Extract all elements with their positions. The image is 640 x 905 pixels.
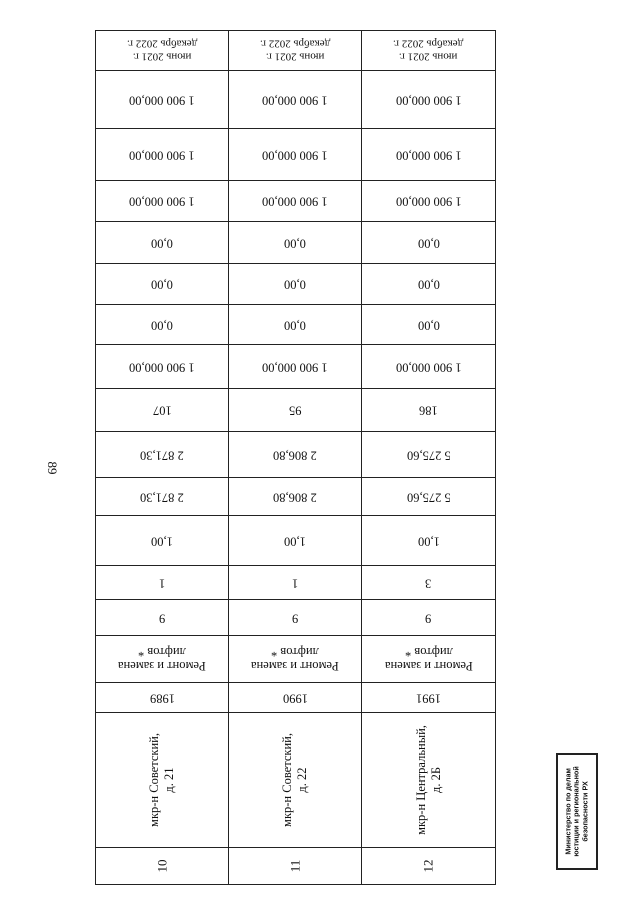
cell-total: 1 900 000,00 [229,345,362,389]
page-number: 89 [45,461,60,475]
cell-address: мкр-н Советский, д. 21 [96,713,229,848]
cell-area: 2 806,80 [229,432,362,478]
table-row-total [96,345,496,389]
table-row-zero3 [96,222,496,264]
stamp-line: безопасности РХ [580,781,590,842]
cell-address: мкр-н Советский, д. 22 [229,713,362,848]
cell-amount: 1 900 000,00 [229,129,362,181]
cell-zero: 0,00 [229,305,362,345]
cell-amount: 1 900 000,00 [96,71,229,129]
cell-count: 1 [229,566,362,600]
cell-coef: 1,00 [229,516,362,566]
cell-residents: 186 [362,389,496,432]
cell-work: Ремонт и замена лифтов * [229,636,362,683]
table-row-coef [96,516,496,566]
stamp-line: юстиции и региональной [571,766,581,857]
stamp-line: Министерство по делам [563,768,573,855]
cell-amount: 1 900 000,00 [96,129,229,181]
table-row-zero2 [96,264,496,305]
cell-zero: 0,00 [96,305,229,345]
cell-period: июнь 2021 г. декабрь 2022 г. [96,31,229,71]
cell-year: 1990 [229,683,362,713]
cell-amount: 1 900 000,00 [362,181,496,222]
cell-zero: 0,00 [362,222,496,264]
cell-zero: 0,00 [362,305,496,345]
table-row-v1 [96,181,496,222]
table-row-residents [96,389,496,432]
cell-amount: 1 900 000,00 [229,71,362,129]
cell-amount: 1 900 000,00 [229,181,362,222]
table-row-work [96,636,496,683]
cell-period: июнь 2021 г. декабрь 2022 г. [362,31,496,71]
cell-amount: 1 900 000,00 [362,129,496,181]
cell-zero: 0,00 [96,264,229,305]
cell-area: 5 275,60 [362,432,496,478]
cell-zero: 0,00 [362,264,496,305]
cell-count: 3 [362,566,496,600]
table-row-zero1 [96,305,496,345]
stamp-text [565,766,590,856]
cell-total: 1 900 000,00 [362,345,496,389]
cell-residents: 107 [96,389,229,432]
cell-area: 2 806,80 [229,478,362,516]
cell-work: Ремонт и замена лифтов * [96,636,229,683]
table-row-area-a [96,478,496,516]
cell-amount: 1 900 000,00 [362,71,496,129]
cell-floors: 9 [229,600,362,636]
table-row-year [96,683,496,713]
cell-floors: 9 [362,600,496,636]
cell-floors: 9 [96,600,229,636]
table-row-address [96,713,496,848]
cell-area: 2 871,30 [96,478,229,516]
cell-period: июнь 2021 г. декабрь 2022 г. [229,31,362,71]
table-row-area-b [96,432,496,478]
ministry-stamp [556,753,598,870]
cell-area: 5 275,60 [362,478,496,516]
cell-work: Ремонт и замена лифтов * [362,636,496,683]
cell-amount: 1 900 000,00 [96,181,229,222]
works-table [95,30,496,885]
cell-zero: 0,00 [229,222,362,264]
table-row-v2 [96,129,496,181]
cell-year: 1991 [362,683,496,713]
table-row-floors [96,600,496,636]
cell-number: 12 [362,848,496,885]
table-row-v3 [96,71,496,129]
table-row-period [96,31,496,71]
cell-number: 11 [229,848,362,885]
cell-number: 10 [96,848,229,885]
cell-count: 1 [96,566,229,600]
cell-total: 1 900 000,00 [96,345,229,389]
cell-zero: 0,00 [96,222,229,264]
cell-address: мкр-н Центральный, д. 2Б [362,713,496,848]
cell-area: 2 871,30 [96,432,229,478]
cell-coef: 1,00 [362,516,496,566]
cell-residents: 95 [229,389,362,432]
table-row-number [96,848,496,885]
table-row-count [96,566,496,600]
cell-coef: 1,00 [96,516,229,566]
cell-zero: 0,00 [229,264,362,305]
cell-year: 1989 [96,683,229,713]
